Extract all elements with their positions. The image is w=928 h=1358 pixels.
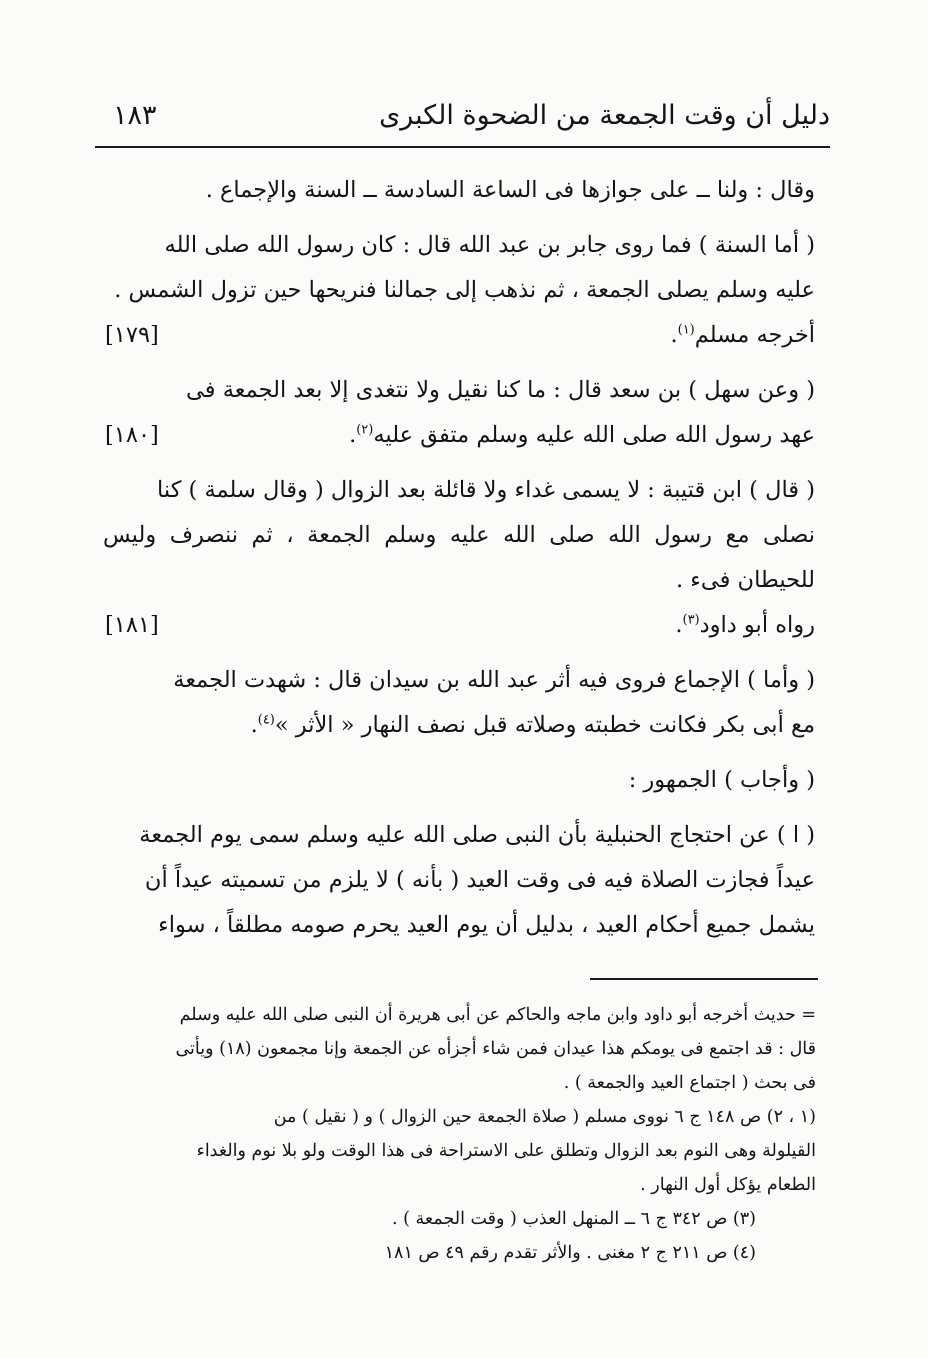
footnote-line: قال : قد اجتمع فى يومكم هذا عيدان فمن شاء أجزأه عن الجمعة وإنا مجمعون (١٨) ويأتى (175, 1039, 816, 1059)
footnote-marker: (١) (677, 322, 695, 338)
text-line: ( وأما ) الإجماع فروى فيه أثر عبد الله بن سيدان قال : شهدت الجمعة (173, 667, 815, 693)
line-text (675, 603, 815, 648)
text-line: يشمل جميع أحكام العيد ، بدليل أن يوم العيد يحرم صومه مطلقاً ، سواء (158, 912, 815, 938)
header-rule (95, 146, 830, 148)
text-line (103, 603, 815, 648)
line-text-main: أخرجه مسلم (694, 322, 815, 348)
footnote-line: = حديث أخرجه أبو داود وابن ماجه والحاكم عن أبى هريرة أن النبى صلى الله عليه وسلم (179, 1005, 816, 1025)
footnotes (100, 998, 816, 1270)
hadith-ref-number: [١٨١] (105, 612, 159, 638)
line-text (349, 413, 815, 458)
page-number: ١٨٣ (113, 100, 157, 131)
text-line: ( ا ) عن احتجاج الحنبلية بأن النبى صلى الله عليه وسلم سمى يوم الجمعة (139, 822, 815, 848)
paragraph-ibn-qutaybah (103, 468, 815, 648)
paragraph-ijma (103, 658, 815, 748)
line-end: . (670, 322, 678, 348)
paragraph-intro: وقال : ولنا ــ على جوازها فى الساعة السادسة ــ السنة والإجماع . (205, 177, 815, 203)
footnote-marker: (٤) (257, 712, 275, 728)
line-text-main: عهد رسول الله صلى الله عليه وسلم متفق عليه (373, 422, 815, 448)
footnote-separator (590, 978, 818, 980)
paragraph-response-a (103, 813, 815, 948)
text-line: ( أما السنة ) فما روى جابر بن عبد الله قال : كان رسول الله صلى الله (164, 232, 815, 258)
footnote-marker: (٢) (356, 422, 374, 438)
running-title: دليل أن وقت الجمعة من الضحوة الكبرى (379, 100, 830, 131)
hadith-ref-number: [١٧٩] (105, 322, 159, 348)
footnote-line: القيلولة وهى النوم بعد الزوال وتطلق على الاستراحة فى هذا الوقت ولو بلا نوم والغداء (196, 1141, 816, 1161)
text-line (103, 703, 815, 748)
footnote-marker: (٣) (682, 612, 700, 628)
footnote-line: فى بحث ( اجتماع العيد والجمعة ) . (563, 1073, 816, 1093)
line-text-main: مع أبى بكر فكانت خطبته وصلاته قبل نصف النهار « الأثر » (274, 712, 815, 738)
line-end: . (349, 422, 357, 448)
line-end: . (675, 612, 683, 638)
footnote-line: الطعام يؤكل أول النهار . (640, 1175, 816, 1195)
paragraph-sahl (103, 368, 815, 458)
main-text (103, 168, 815, 958)
text-line: نصلى مع رسول الله صلى الله عليه وسلم الجمعة ، ثم ننصرف وليس للحيطان فىء . (103, 522, 815, 593)
line-text-main: رواه أبو داود (699, 612, 815, 638)
footnote-line: (٣) ص ٣٤٢ ج ٦ ــ المنهل العذب ( وقت الجمعة ) . (391, 1209, 756, 1229)
text-line: عيداً فجازت الصلاة فيه فى وقت العيد ( بأنه ) لا يلزم من تسميته عيداً أن (144, 867, 815, 893)
text-line (103, 313, 815, 358)
text-line: عليه وسلم يصلى الجمعة ، ثم نذهب إلى جمالنا فنريحها حين تزول الشمس . (114, 277, 815, 303)
footnote-line: (١ ، ٢) ص ١٤٨ ج ٦ نووى مسلم ( صلاة الجمعة حين الزوال ) و ( نقيل ) من (273, 1107, 816, 1127)
paragraph-sunnah-jabir (103, 223, 815, 358)
text-line (103, 413, 815, 458)
footnote-line: (٤) ص ٢١١ ج ٢ مغنى . والأثر تقدم رقم ٤٩ ص ١٨١ (384, 1243, 756, 1263)
text-line: ( وعن سهل ) بن سعد قال : ما كنا نقيل ولا نتغدى إلا بعد الجمعة فى (186, 377, 815, 403)
text-line: ( قال ) ابن قتيبة : لا يسمى غداء ولا قائلة بعد الزوال ( وقال سلمة ) كنا (157, 477, 815, 503)
paragraph-jumhur: ( وأجاب ) الجمهور : (628, 767, 815, 793)
hadith-ref-number: [١٨٠] (105, 422, 159, 448)
line-end: . (250, 712, 258, 738)
line-text (670, 313, 815, 358)
page-header (95, 96, 830, 148)
